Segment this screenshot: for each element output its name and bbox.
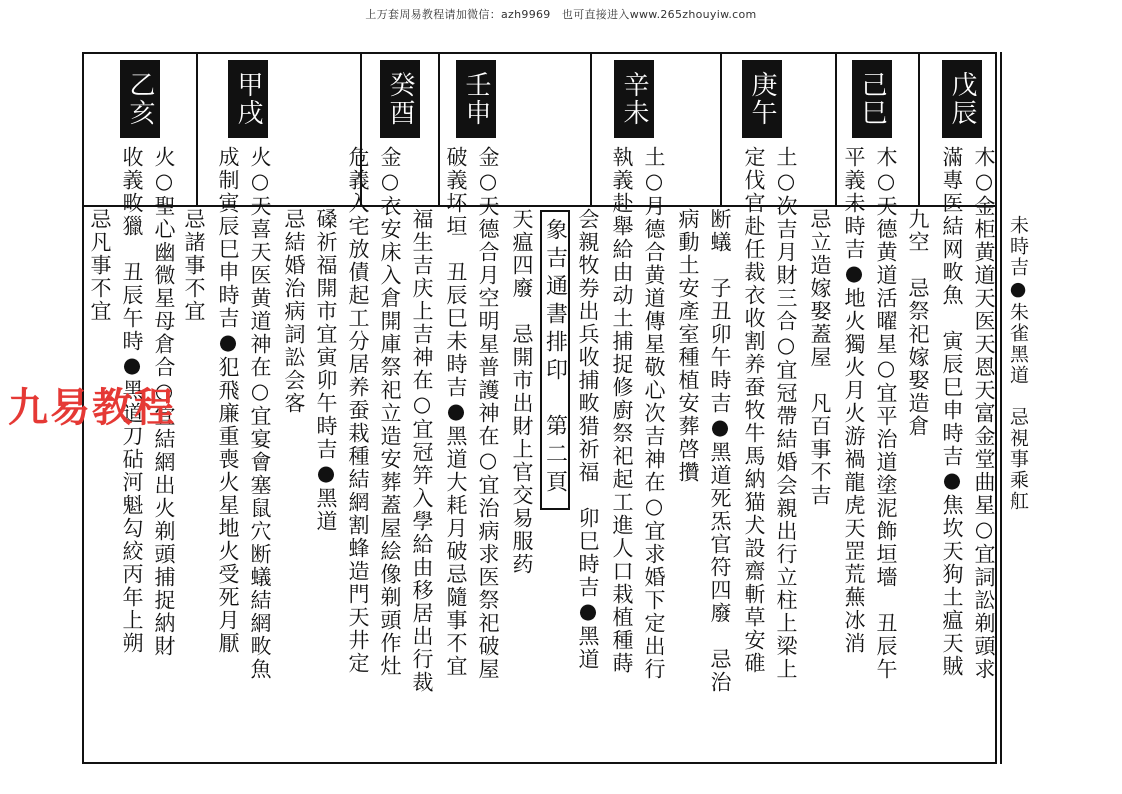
text-column: 定伐官赴任裁衣收割养蚕牧牛馬納猫犬設齋斬草安碓 (742, 146, 766, 675)
text-column: 断蟻 子丑卯午時吉●黑道死炁官符四廢 忌治 (708, 208, 732, 694)
text-column: 忌立造嫁娶蓋屋 凡百事不吉 (808, 208, 832, 507)
divider-line (196, 52, 198, 206)
text-column: 福生吉庆上吉神在○宜冠笄入學給由移居出行裁 (410, 208, 434, 694)
text-column: 九空 忌祭祀嫁娶造倉 (906, 208, 930, 438)
text-column: 收義畋獵 丑辰午時●黑道刀砧河魁勾絞丙年上朔 (120, 146, 144, 655)
ganzhi-box: 甲戌 (228, 60, 268, 138)
text-column: 病動土安產室種植安葬啓攢 (676, 208, 700, 484)
text-column: 会親牧券出兵收捕畋猎祈福 卯巳時吉●黑道 (576, 208, 600, 671)
text-column: 土○次吉月財三合○宜冠帶結婚会親出行立柱上梁上 (774, 146, 798, 681)
ganzhi-box: 戊辰 (942, 60, 982, 138)
text-column: 金○天德合月空明星普護神在○宜治病求医祭祀破屋 (476, 146, 500, 681)
ganzhi-box: 壬申 (456, 60, 496, 138)
text-column: 磉祈福開市宜寅卯午時吉●黑道 (314, 208, 338, 533)
ganzhi-box: 癸酉 (380, 60, 420, 138)
text-column: 天瘟四廢 忌開市出財上官交易服药 (510, 208, 534, 576)
text-column: 平義未時吉●地火獨火月火游禍龍虎天罡荒蕪冰消 (842, 146, 866, 655)
watermark-logo: 九易教程 (8, 385, 176, 431)
text-column: 忌結婚治病詞訟会客 (282, 208, 306, 415)
text-column: 土○月德合黄道傳星敬心次吉神在○宜求婚下定出行 (642, 146, 666, 681)
text-column: 未時吉●朱雀黑道 忌視事乘舡 (1007, 215, 1029, 512)
text-column: 火○聖心幽微星母倉合○宜結網出火剃頭捕捉納財 (152, 146, 176, 658)
text-column: 火○天喜天医黄道神在○宜宴會塞鼠穴断蟻結網畋魚 (248, 146, 272, 681)
text-column: 滿專医結网畋魚 寅辰巳申時吉●焦坎天狗土瘟天賊 (940, 146, 964, 678)
ganzhi-box: 己巳 (852, 60, 892, 138)
divider-line (835, 52, 837, 206)
text-column: 破義坏垣 丑辰巳未時吉●黑道大耗月破忌隨事不宜 (444, 146, 468, 678)
divider-line (918, 52, 920, 206)
divider-line (590, 52, 592, 206)
text-column: 木○金柜黄道天医天恩天富金堂曲星○宜詞訟剃頭求 (972, 146, 996, 681)
ganzhi-box: 辛未 (614, 60, 654, 138)
text-column: 金○衣安床入倉開庫祭祀立造安葬蓋屋絵像剃頭作灶 (378, 146, 402, 678)
text-column: 危義入宅放債起工分居养蚕栽種結網割蜂造門天井定 (346, 146, 370, 675)
right-margin-line (1000, 52, 1002, 764)
text-column: 木○天德黄道活曜星○宜平治道塗泥飾垣墻 丑辰午 (874, 146, 898, 681)
text-column: 執義赴舉給由动土捕捉修廚祭祀起工進人口栽植種蒔 (610, 146, 634, 675)
ganzhi-box: 庚午 (742, 60, 782, 138)
text-column: 忌凡事不宜 (88, 208, 112, 323)
ganzhi-box: 乙亥 (120, 60, 160, 138)
divider-line (720, 52, 722, 206)
text-column: 忌諸事不宜 (182, 208, 206, 323)
book-title-banner: 象吉通書排印 第二頁 (540, 210, 570, 510)
site-header-note: 上万套周易教程请加微信：azh9969 也可直接进入www.265zhouyiw.com (365, 8, 757, 21)
divider-line (438, 52, 440, 206)
text-column: 成制寅辰巳申時吉●犯飛廉重喪火星地火受死月厭 (216, 146, 240, 655)
